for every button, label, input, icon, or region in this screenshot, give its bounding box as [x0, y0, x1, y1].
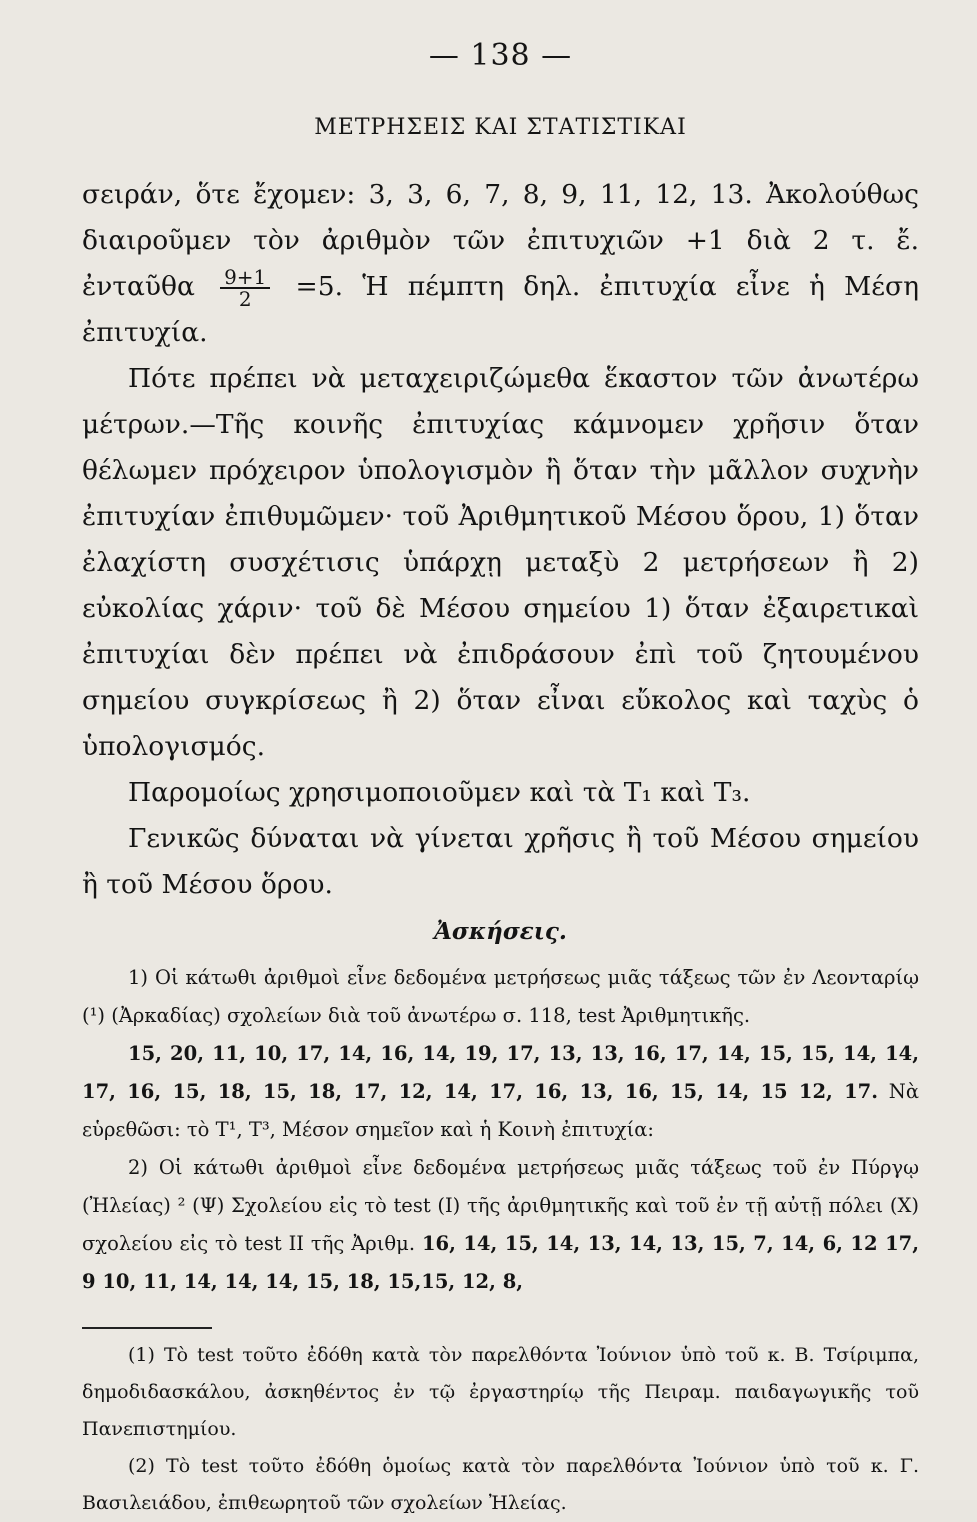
fraction	[220, 267, 270, 309]
footnote-divider	[82, 1327, 212, 1329]
exercise-1-data	[82, 1035, 919, 1149]
exercise-1-text: 1) Οἱ κάτωθι ἀριθμοὶ εἶνε δεδομένα μετρήσεως μιᾶς τάξεως τῶν ἐν Λεονταρίῳ (¹) (Ἀρκαδίας) σχολείων διὰ τοῦ ἀνωτέρω σ. 118, test Ἀριθμητικῆς.	[82, 966, 919, 1027]
fraction-numerator: 9+1	[220, 267, 270, 289]
exercise-2-numbers: 16, 14, 15, 14, 13, 14, 13, 15, 7, 14, 6, 12 17, 9 10, 11, 14, 14, 14, 15, 18, 15,15, 12, 8,	[82, 1232, 919, 1293]
paragraph-1-end: =5. Ἡ πέμπτη δηλ. ἐπιτυχία εἶνε ἡ Μέση ἐπιτυχία.	[82, 271, 919, 348]
fraction-denominator: 2	[238, 287, 252, 311]
exercises	[82, 959, 919, 1301]
running-head: ΜΕΤΡΗΣΕΙΣ ΚΑΙ ΣΤΑΤΙΣΤΙΚΑΙ	[314, 115, 687, 140]
body-text	[82, 172, 919, 908]
footnote-1: (1) Τὸ test τοῦτο ἐδόθη κατὰ τὸν παρελθόντα Ἰούνιον ὑπὸ τοῦ κ. Β. Τσίριμπα, δημοδιδασκάλου, ἀσκηθέντος ἐν τῷ ἐργαστηρίῳ τῆς Πειραμ. παιδαγωγικῆς τοῦ Πανεπιστημίου.	[82, 1344, 919, 1440]
paragraph-3: Παρομοίως χρησιμοποιοῦμεν καὶ τὰ T₁ καὶ T₃.	[128, 777, 751, 808]
paragraph-4: Γενικῶς δύναται νὰ γίνεται χρῆσις ἢ τοῦ Μέσου σημείου ἢ τοῦ Μέσου ὅρου.	[82, 823, 919, 900]
exercise-1-task: Νὰ εὑρεθῶσι: τὸ T¹, T³, Μέσον σημεῖον καὶ ἡ Κοινὴ ἐπιτυχία:	[82, 1080, 919, 1141]
exercises-heading: Ἀσκήσεις.	[434, 918, 567, 945]
exercise-2	[82, 1149, 919, 1301]
footnotes	[82, 1337, 919, 1522]
paragraph-2: Πότε πρέπει νὰ μεταχειριζώμεθα ἕκαστον τῶν ἀνωτέρω μέτρων.—Τῆς κοινῆς ἐπιτυχίας κάμνομεν χρῆσιν ὅταν θέλωμεν πρόχειρον ὑπολογισμὸν ἢ ὅταν τὴν μᾶλλον συχνὴν ἐπιτυχίαν ἐπιθυμῶμεν· τοῦ Ἀριθμητικοῦ Μέσου ὅρου, 1) ὅταν ἐλαχίστη συσχέτισις ὑπάρχῃ μεταξὺ 2 μετρήσεων ἢ 2) εὐκολίας χάριν· τοῦ δὲ Μέσου σημείου 1) ὅταν ἐξαιρετικαὶ ἐπιτυχίαι δὲν πρέπει νὰ ἐπιδράσουν ἐπὶ τοῦ ζητουμένου σημείου συγκρίσεως ἢ 2) ὅταν εἶναι εὔκολος καὶ ταχὺς ὁ ὑπολογισμός.	[82, 363, 919, 762]
paragraph-1	[82, 172, 919, 356]
paragraph-1-start: σειράν, ὅτε ἔχομεν: 3, 3, 6, 7, 8, 9, 11, 12, 13. Ἀκολούθως διαιροῦμεν τὸν ἀριθμὸν τῶν ἐπιτυχιῶν +1 διὰ 2 τ. ἔ. ἐνταῦθα	[82, 179, 919, 302]
page-number: — 138 —	[428, 38, 573, 73]
exercise-1-numbers: 15, 20, 11, 10, 17, 14, 16, 14, 19, 17, 13, 13, 16, 17, 14, 15, 15, 14, 14, 17, 16, 15, 18, 15, 18, 17, 12, 14, 17, 16, 13, 16, 15, 14, 15 12, 17.	[82, 1042, 919, 1103]
exercise-2-text: 2) Οἱ κάτωθι ἀριθμοὶ εἶνε δεδομένα μετρήσεως μιᾶς τάξεως τοῦ ἐν Πύργῳ (Ἠλείας) ² (Ψ) Σχολείου εἰς τὸ test (I) τῆς ἀριθμητικῆς καὶ τοῦ ἐν τῇ αὐτῇ πόλει (X) σχολείου εἰς τὸ test II τῆς Ἀριθμ.	[82, 1156, 919, 1255]
footnote-2: (2) Τὸ test τοῦτο ἐδόθη ὁμοίως κατὰ τὸν παρελθόντα Ἰούνιον ὑπὸ τοῦ κ. Γ. Βασιλειάδου, ἐπιθεωρητοῦ τῶν σχολείων Ἠλείας.	[82, 1455, 919, 1514]
exercise-1	[82, 959, 919, 1035]
